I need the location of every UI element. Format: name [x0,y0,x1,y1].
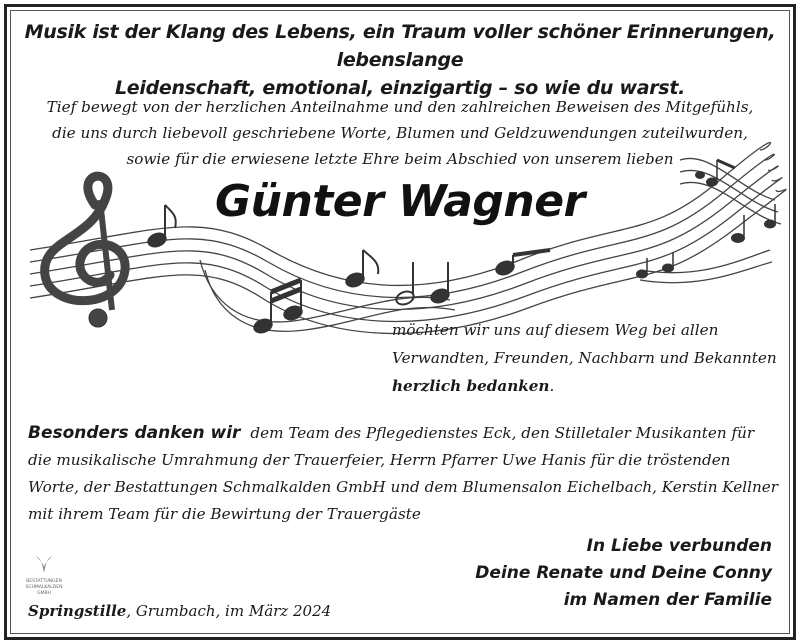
closing-line-1: In Liebe verbunden [586,536,772,556]
deceased-name: Günter Wagner [215,176,585,227]
place-rest: , Grumbach, im März 2024 [126,602,332,620]
intro-text [20,94,780,172]
special-thanks [28,420,778,528]
thanks-period: . [549,377,555,395]
motto-line-2: Leidenschaft, emotional, einzigartig – so wie du warst. [114,77,686,99]
treble-clef-icon [45,176,125,327]
closing-line-2: Deine Renate und Deine Conny [475,563,772,583]
funeral-home-logo-icon [33,553,55,575]
motto-line-1: Musik ist der Klang des Lebens, ein Traum voller schöner Erinnerungen, lebenslange [24,21,776,71]
funeral-home-logo [24,553,64,597]
thanks-bold: herzlich bedanken [392,377,550,395]
place-town: Springstille [28,602,127,620]
intro-line-2: die uns durch liebevoll geschriebene Worte, Blumen und Geldzuwendungen zuteilwurden, [52,124,748,142]
special-thanks-text: dem Team des Pflegedienstes Eck, den Stilletaler Musikanten für die musikalische Umrahmung der Trauerfeier, Herrn Pfarrer Uwe Hanis für die tröstenden Worte, der Bestattungen Schmalkalden GmbH und dem Blumensalon Eichelbach, Kerstin Kellner mit ihrem Team für die Bewirtung der Trauergäste [28,424,778,523]
logo-line-1: BESTATTUNGEN [26,579,62,584]
closing-signature [475,533,772,614]
thanks-line-3 [392,372,792,400]
closing-line-3: im Namen der Familie [563,590,772,610]
motto [20,18,780,102]
place-and-date [28,602,331,620]
logo-line-3: GMBH [37,591,51,596]
intro-line-1: Tief bewegt von der herzlichen Anteilnahme und den zahlreichen Beweisen des Mitgefühls, [46,98,754,116]
intro-line-3: sowie für die erwiesene letzte Ehre beim Abschied von unserem lieben [126,150,674,168]
thanks-line-1: möchten wir uns auf diesem Weg bei allen [392,321,719,339]
thanks-line-2: Verwandten, Freunden, Nachbarn und Bekannten [392,349,777,367]
thanks-text [392,316,792,400]
logo-line-2: SCHMALKALDEN [25,585,63,590]
special-thanks-lead: Besonders danken wir [28,423,241,443]
